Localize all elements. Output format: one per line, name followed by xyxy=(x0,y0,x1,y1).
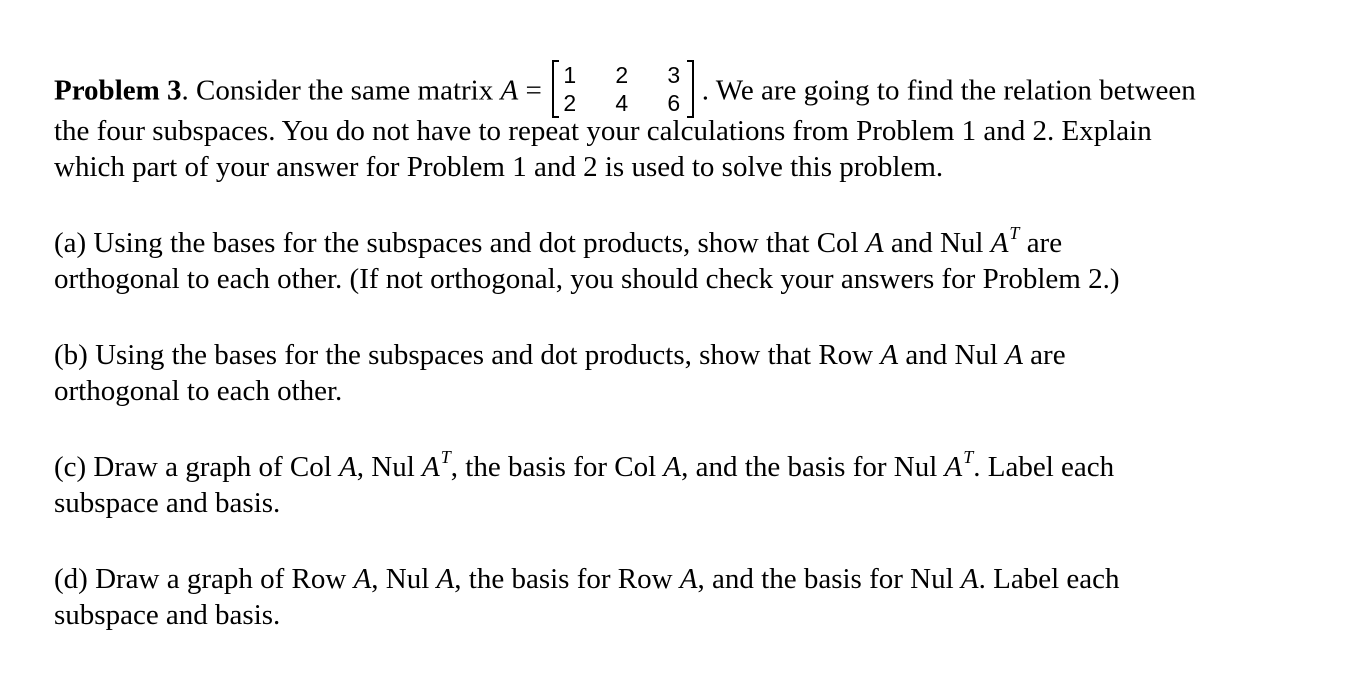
problem-label: Problem 3 xyxy=(54,74,182,107)
var-a: A xyxy=(880,339,899,371)
part-b-text: are xyxy=(1022,339,1066,371)
part-d-text: , Nul xyxy=(371,563,437,595)
part-d-line-1 xyxy=(54,562,1120,596)
problem-intro-line-3: which part of your answer for Problem 1 and 2 is used to solve this problem. xyxy=(54,151,944,183)
var-a: A xyxy=(1005,339,1023,371)
part-b-text: and Nul xyxy=(898,339,1006,371)
part-a-line-1 xyxy=(54,223,1063,263)
matrix-cell: 4 xyxy=(615,90,629,116)
part-b-text: (b) Using the bases for the subspaces and dot products, show that Row xyxy=(54,339,881,371)
var-a: A xyxy=(339,451,357,483)
part-c-text: , the basis for Col xyxy=(450,451,664,483)
matrix-cell: 2 xyxy=(563,90,577,116)
part-b-line-1 xyxy=(54,338,1066,372)
part-a-line-2: orthogonal to each other. (If not orthogonal, you should check your answers for Problem 2.) xyxy=(54,263,1120,295)
problem-intro-line-2: the four subspaces. You do not have to repeat your calculations from Problem 1 and 2. Explain xyxy=(54,115,1152,147)
part-d-text: , and the basis for Nul xyxy=(697,563,961,595)
part-d-line-2: subspace and basis. xyxy=(54,599,281,631)
matrix-cell: 3 xyxy=(667,62,681,88)
part-c-line-1 xyxy=(54,447,1115,487)
part-c-text: (c) Draw a graph of Col xyxy=(54,451,340,483)
part-a-text: are xyxy=(1019,227,1063,259)
transpose-superscript: T xyxy=(963,447,974,467)
transpose-superscript: T xyxy=(1009,223,1020,243)
var-a: A xyxy=(865,227,884,259)
part-d-text: . Label each xyxy=(978,563,1120,595)
var-a: A xyxy=(990,227,1009,259)
equals-sign: = xyxy=(518,74,542,107)
var-a: A xyxy=(679,563,698,595)
matrix-a xyxy=(550,58,696,120)
problem-intro-text: . Consider the same matrix xyxy=(181,74,501,107)
part-a-text: and Nul xyxy=(883,227,991,259)
var-a: A xyxy=(422,451,440,483)
matrix-cell: 2 xyxy=(615,62,629,88)
part-b-line-2: orthogonal to each other. xyxy=(54,375,343,407)
var-a: A xyxy=(944,451,963,483)
problem-intro-continued: . We are going to find the relation between xyxy=(701,74,1196,107)
part-c-line-2: subspace and basis. xyxy=(54,487,281,519)
transpose-superscript: T xyxy=(440,447,451,467)
matrix-symbol: A xyxy=(500,74,519,107)
part-d-text: (d) Draw a graph of Row xyxy=(54,563,354,595)
part-c-text: , and the basis for Nul xyxy=(681,451,945,483)
part-d-text: , the basis for Row xyxy=(454,563,680,595)
part-c-text: , Nul xyxy=(356,451,423,483)
var-a: A xyxy=(353,563,372,595)
var-a: A xyxy=(960,563,979,595)
var-a: A xyxy=(436,563,455,595)
matrix-cell: 6 xyxy=(667,90,681,116)
matrix-cell: 1 xyxy=(563,62,577,88)
part-c-text: . Label each xyxy=(973,451,1115,483)
var-a: A xyxy=(663,451,682,483)
part-a-text: (a) Using the bases for the subspaces and dot products, show that Col xyxy=(54,227,866,259)
